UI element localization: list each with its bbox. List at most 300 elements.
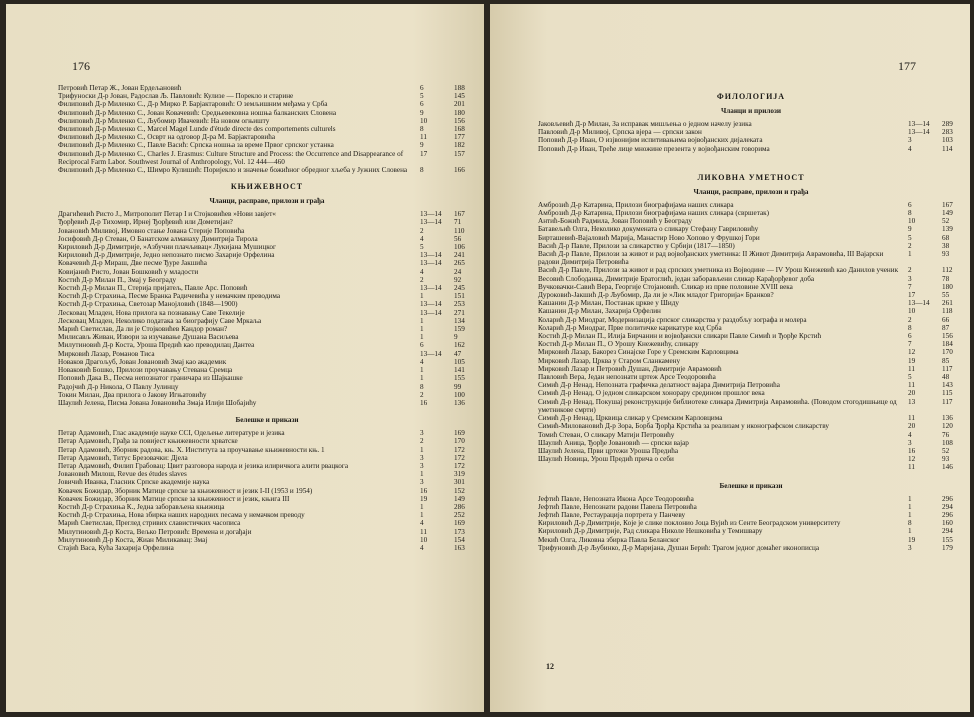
entry-text: Лесковац Младен, Неколико података за биографију Саве Мркаља	[58, 316, 262, 325]
page-ref: 170	[454, 437, 465, 446]
volume-number: 6	[908, 332, 912, 341]
page-ref: 184	[942, 340, 953, 349]
entry-text: Новаковић Бошко, Прилози проучавању Стевана Сремца	[58, 366, 233, 375]
entry-text: Костић Д-р Милан П., Илија Бирчанин и војвођански сликари Павле Симић и Ђорђе Крстић	[538, 332, 822, 341]
volume-number: 17	[908, 291, 916, 300]
volume-number: 11	[420, 133, 427, 142]
index-entry	[538, 332, 964, 340]
entry-text: Костић Д-р Страхиња К., Једна заборављена књижица	[58, 502, 225, 511]
entry-text: Павловић Д-р Миливој, Српска вјера — српски закон	[538, 128, 702, 137]
index-entry	[58, 100, 476, 108]
entry-text: Филиповић Д-р Миленко С., Павле Васић: Српска ношња за време Првог српског устанка	[58, 141, 334, 150]
index-entry	[538, 544, 964, 552]
page-ref: 93	[942, 455, 950, 464]
index-entry	[58, 150, 476, 166]
entry-text: Јефтић Павле, Рестаурација портрета у Панчеву	[538, 510, 686, 519]
index-entry	[58, 462, 476, 470]
entry-text: Ковачек Божидар, Зборник Матице српске за књижевност и језик I-II (1953 и 1954)	[58, 486, 313, 495]
entry-text: Костић Д-р Страхиња, Нова збирка наших народних песама у немачком преводу	[58, 511, 305, 520]
page-ref: 182	[454, 141, 465, 150]
entry-text: Мирковић Лазар, Романов Тиса	[58, 349, 155, 358]
entry-text: Васић Д-р Павле, Прилози за живот и рад војвођанских уметника: II Живот Димитрија Аврамовића, III Вајарски радови Димитрија Петровића	[538, 250, 884, 267]
page-ref: 156	[454, 116, 465, 125]
index-entry	[538, 340, 964, 348]
entry-text: Стајић Васа, Кућа Захарија Орфелина	[58, 543, 174, 552]
volume-number: 13—14	[420, 308, 442, 317]
subsection-title: Чланци, расправе, прилози и грађа	[209, 197, 325, 206]
volume-number: 11	[908, 463, 915, 472]
page-ref: 283	[942, 128, 953, 137]
subsection-title: Чланци, расправе, прилози и грађа	[693, 187, 809, 196]
volume-number: 1	[908, 502, 912, 511]
page-ref: 118	[942, 307, 953, 316]
page-ref: 271	[454, 308, 465, 317]
entry-text: Петар Адамовић, Зборник радова, књ. X. Института за проучавање књижевности књ. 1	[58, 445, 325, 454]
index-entry	[58, 276, 476, 284]
index-entry	[538, 373, 964, 381]
entry-text: Амброзић Д-р Катарина, Прилози биографијама наших сликара (свршетак)	[538, 209, 770, 218]
section-title: ФИЛОЛОГИЈА	[716, 92, 786, 101]
page-ref: 68	[942, 233, 950, 242]
entry-text: Поповић Д-р Иван, Треће лице множине презента у војвођанским говорима	[538, 144, 770, 153]
volume-number: 19	[420, 494, 428, 503]
volume-number: 9	[420, 141, 424, 150]
volume-number: 13—14	[908, 128, 930, 137]
entry-text: Симић Д-р Ненад, Непозната графичка делатност вајара Димитрија Петровића	[538, 381, 780, 390]
entry-text: Бирташевић-Вајаловић Марија, Манастир Ново Хопово у Фрушкој Гори	[538, 233, 760, 242]
index-entry	[58, 528, 476, 536]
subsection-title: Белешке и прикази	[719, 481, 783, 490]
index-entry	[538, 250, 964, 266]
index-entry	[538, 455, 964, 463]
page-ref: 167	[942, 200, 953, 209]
entry-text: Јовановић Милош, Revue des études slaves	[58, 470, 187, 479]
page-ref: 149	[942, 209, 953, 218]
volume-number: 10	[908, 307, 916, 316]
index-entry	[58, 109, 476, 117]
entry-text: Дуроковић-Јакшић Д-р Љубомир, Да ли је »Лик младог Григорија« Бранков?	[538, 291, 774, 300]
entry-text: Амброзић Д-р Катарина, Прилози биографијама наших сликара	[538, 200, 734, 209]
index-entry	[58, 446, 476, 454]
volume-number: 2	[908, 241, 912, 250]
entry-text: Драгићевић Ристо Ј., Митрополит Петар I и Стојковићев »Нови завјет«	[58, 210, 276, 219]
index-entry	[58, 487, 476, 495]
volume-number: 13—14	[420, 259, 442, 268]
page-ref: 145	[454, 92, 465, 101]
volume-number: 6	[420, 84, 424, 92]
index-entry	[58, 317, 476, 325]
volume-number: 3	[908, 438, 912, 447]
index-entry	[58, 358, 476, 366]
entry-text: Филиповић Д-р Миленко С., Шимро Кулишић: Поријекло и значење божићног обредног хљеба у Јужних Словена	[58, 166, 408, 175]
volume-number: 19	[908, 356, 916, 365]
index-entry	[538, 503, 964, 511]
volume-number: 1	[420, 470, 424, 479]
volume-number: 1	[420, 316, 424, 325]
index-entry	[538, 217, 964, 225]
volume-number: 20	[908, 422, 916, 431]
volume-number: 4	[908, 144, 912, 153]
entry-text: Јовичић Иванка, Гласник Српске академије наука	[58, 478, 210, 487]
volume-number: 6	[908, 200, 912, 209]
index-entry	[58, 309, 476, 317]
entry-text: Ђорђевић Д-р Тихомир, Ирнеј Ђорђевић или Дометијан?	[58, 218, 233, 227]
page-ref: 170	[942, 348, 953, 357]
volume-number: 13—14	[420, 218, 442, 227]
right-page	[490, 4, 970, 712]
volume-number: 12	[908, 348, 916, 357]
page-ref: 180	[454, 108, 465, 117]
index-entry	[58, 399, 476, 407]
page-ref: 289	[942, 120, 953, 128]
entry-text: Антић-Божић Радмила, Јован Поповић у Београду	[538, 217, 693, 226]
entry-text: Петар Адамовић, Титус Брезовачки: Дјела	[58, 453, 188, 462]
volume-number: 4	[908, 430, 912, 439]
page-ref: 76	[942, 430, 950, 439]
page-ref: 169	[454, 429, 465, 438]
page-ref: 110	[454, 226, 465, 235]
volume-number: 20	[908, 389, 916, 398]
page-ref: 188	[454, 84, 465, 92]
index-entry	[538, 145, 964, 153]
page-ref: 93	[942, 250, 950, 259]
volume-number: 1	[420, 445, 424, 454]
volume-number: 13—14	[420, 251, 442, 260]
page-ref: 115	[942, 389, 953, 398]
page-ref: 55	[942, 291, 950, 300]
index-entry	[58, 133, 476, 141]
page-ref: 92	[454, 275, 462, 284]
volume-number: 13	[908, 397, 916, 406]
index-entry	[538, 414, 964, 422]
index-entry	[538, 299, 964, 307]
volume-number: 9	[420, 108, 424, 117]
entry-text: Мекић Олга, Ликовна збирка Павла Беланског	[538, 535, 680, 544]
index-entry	[538, 422, 964, 430]
entry-text: Костић Д-р Страхиња, Песме Бранка Радичевића у немачким преводима	[58, 292, 281, 301]
page-ref: 71	[454, 218, 462, 227]
page-ref: 114	[942, 144, 953, 153]
volume-number: 4	[420, 267, 424, 276]
index-entry	[538, 398, 964, 414]
index-entry	[58, 218, 476, 226]
section-title: КЊИЖЕВНОСТ	[230, 182, 304, 192]
index-entry	[58, 478, 476, 486]
entry-text: Милисављ Живан, Извори за изучавање Душана Васиљева	[58, 333, 239, 342]
index-entry	[538, 447, 964, 455]
page-ref: 78	[942, 274, 950, 283]
entry-text: Коларић Д-р Миодраг, Прве политичке карикатуре код Срба	[538, 323, 722, 332]
entry-text: Марић Светислав, Преглед стривих славистичких часописа	[58, 519, 241, 528]
entry-text: Филиповић Д-р Миленко С., Marcel Magel Lunde d'étude directe des comportements culturels	[58, 125, 336, 134]
page-ref: 252	[454, 511, 465, 520]
entries-mid	[58, 210, 476, 407]
index-entry	[538, 242, 964, 250]
entry-text: Радојчић Д-р Никола, О Павлу Јулинцу	[58, 382, 179, 391]
volume-number: 2	[908, 266, 912, 275]
page-ref: 241	[454, 251, 465, 260]
volume-number: 5	[908, 233, 912, 242]
volume-number: 1	[420, 366, 424, 375]
entry-text: Јефтић Павле, Непозната Икона Арсе Теодоровића	[538, 494, 694, 503]
index-entry	[538, 439, 964, 447]
index-entry	[538, 431, 964, 439]
entry-text	[538, 463, 908, 471]
volume-number: 13—14	[908, 120, 930, 128]
index-entry	[538, 136, 964, 144]
index-entry	[58, 243, 476, 251]
index-entry	[58, 84, 476, 92]
entry-text: Павловић Вера, Један непознати цртеж Арсе Теодоровића	[538, 373, 716, 382]
volume-number: 1	[420, 325, 424, 334]
page-ref: 146	[942, 463, 953, 472]
entry-text: Симић Д-р Ненад, Црквица сликар у Сремским Карловцима	[538, 414, 723, 423]
page-ref: 155	[942, 535, 953, 544]
page-number: 177	[898, 59, 916, 73]
page-ref: 134	[454, 316, 465, 325]
index-entry	[538, 389, 964, 397]
entry-text: Петар Адамовић, Грађа за повијест књижевности хрватске	[58, 437, 238, 446]
page-ref: 294	[942, 527, 953, 536]
entry-text: Мирковић Лазар, Црква у Старом Сланкамену	[538, 356, 681, 365]
volume-number: 11	[908, 414, 915, 423]
page-ref: 177	[454, 133, 465, 142]
page-ref: 167	[454, 210, 465, 219]
page-ref: 9	[454, 333, 458, 342]
page-ref: 52	[942, 217, 950, 226]
page-ref: 38	[942, 241, 950, 250]
page-ref: 85	[942, 356, 950, 365]
index-entry	[58, 141, 476, 149]
index-entry	[538, 324, 964, 332]
index-entry	[538, 201, 964, 209]
page-ref: 166	[454, 166, 465, 175]
index-entry	[58, 495, 476, 503]
index-entry	[58, 366, 476, 374]
page-ref: 152	[454, 486, 465, 495]
volume-number: 3	[420, 453, 424, 462]
page-ref: 156	[942, 332, 953, 341]
index-entry	[58, 300, 476, 308]
entry-text: Ковачевић Д-р Мираш, Две песме Ђуре Јакшића	[58, 259, 207, 268]
entry-text: Кириловић Д-р Димитрије, Које је слике поклонио Јоца Вујић из Сенте Београдском университету	[538, 519, 841, 528]
page-ref: 180	[942, 282, 953, 291]
index-entry	[538, 209, 964, 217]
entry-text: Томић Стеван, О сликару Матији Петровићу	[538, 430, 675, 439]
index-entry	[538, 234, 964, 242]
entries-art	[538, 201, 964, 472]
index-entry	[538, 519, 964, 527]
page-ref: 100	[454, 390, 465, 399]
volume-number: 7	[908, 282, 912, 291]
entry-text: Костић Д-р Милан П., О Урошу Кнежевићу, сликару	[538, 340, 699, 349]
page-ref: 136	[942, 414, 953, 423]
entry-text: Милутиновић Д-р Коста, Уроша Предић као преводилац Дантеа	[58, 341, 255, 350]
page-ref: 47	[454, 349, 462, 358]
index-entry	[58, 325, 476, 333]
page-ref: 179	[942, 543, 953, 552]
volume-number: 5	[908, 373, 912, 382]
entry-text: Костић Д-р Страхиња, Светозар Манојловић (1848—1900)	[58, 300, 238, 309]
page-ref: 66	[942, 315, 950, 324]
volume-number: 13—14	[420, 284, 442, 293]
entry-text: Филиповић Д-р Миленко С., Д-р Мирко Р. Барјактаровић: О земљишним међама у Срба	[58, 100, 328, 109]
index-entry	[538, 381, 964, 389]
entry-text: Милутиновић Д-р Коста, Вељко Петровић: Времена и догађаји	[58, 527, 252, 536]
volume-number: 13—14	[420, 210, 442, 219]
volume-number: 4	[420, 519, 424, 528]
index-entry	[58, 544, 476, 552]
volume-number: 1	[420, 292, 424, 301]
entry-text: Марић Светислав, Да ли је Стојковићев Кандор роман?	[58, 325, 228, 334]
index-entry	[58, 429, 476, 437]
volume-number: 5	[420, 92, 424, 101]
index-entry	[538, 348, 964, 356]
page-ref: 168	[454, 125, 465, 134]
entries-top	[58, 84, 476, 174]
page-ref: 143	[942, 381, 953, 390]
entry-text: Трифуноски Д-р Јован, Радослав Љ. Павловић: Кулизе — Порекло и старине	[58, 92, 294, 101]
entry-text: Ковијанић Ристо, Јован Бошковић у младости	[58, 267, 199, 276]
volume-number: 6	[420, 100, 424, 109]
page-ref: 149	[454, 494, 465, 503]
page-ref: 106	[454, 243, 465, 252]
volume-number: 6	[420, 341, 424, 350]
volume-number: 1	[908, 527, 912, 536]
entry-text: Костић Д-р Милан П., Стерија пријатељ, Павле Арс. Поповић	[58, 284, 248, 293]
entry-text: Шаулић Аница, Ђорђе Јовановић — српски вајар	[538, 438, 689, 447]
subsection-title: Белешке и прикази	[235, 416, 299, 425]
index-entry	[58, 454, 476, 462]
entry-text: Кириловић Д-р Димитрије, Рад сликара Николе Нешковића у Темишвару	[538, 527, 763, 536]
index-entry	[538, 128, 964, 136]
entry-text: Кириловић Д-р Димитрије, »Азбучни плачљивац« Лукијана Мушицког	[58, 243, 276, 252]
page-ref: 301	[454, 478, 465, 487]
entry-text: Јефтић Павле, Непознати радови Павела Петровића	[538, 502, 697, 511]
page-ref: 155	[454, 374, 465, 383]
page-ref: 157	[454, 149, 465, 158]
entry-text: Коларић Д-р Миодраг, Модернизација српског сликарства у раздобљу зографа и молера	[538, 315, 807, 324]
volume-number: 11	[908, 381, 915, 390]
index-entry	[58, 470, 476, 478]
page-ref: 201	[454, 100, 465, 109]
index-entry	[58, 350, 476, 358]
subsection-title: Чланци и прилози	[721, 107, 781, 115]
volume-number: 3	[420, 461, 424, 470]
index-entry	[58, 210, 476, 218]
volume-number: 11	[908, 364, 915, 373]
index-column	[58, 84, 476, 552]
page-ref: 87	[942, 323, 950, 332]
entry-text: Новаков Драгољуб, Јован Јовановић Змај као академик	[58, 357, 227, 366]
volume-number: 16	[908, 446, 916, 455]
volume-number: 4	[420, 543, 424, 552]
index-entry	[58, 117, 476, 125]
index-entry	[58, 333, 476, 341]
volume-number: 12	[908, 455, 916, 464]
index-entry	[58, 284, 476, 292]
page-ref: 48	[942, 373, 950, 382]
volume-number: 5	[420, 243, 424, 252]
volume-number: 3	[908, 543, 912, 552]
volume-number: 2	[420, 275, 424, 284]
volume-number: 8	[908, 519, 912, 528]
page-ref: 117	[942, 397, 953, 406]
entry-text: Симић Д-р Ненад, Покушај реконструкције библиотеке сликара Димитрија Аврамовића. (Поводом стогодишњице од уметникове смрти)	[538, 397, 897, 414]
volume-number: 8	[420, 125, 424, 134]
page-ref: 172	[454, 461, 465, 470]
entry-text: Шаулић Јелена, Први цртежи Уроша Предића	[538, 446, 679, 455]
volume-number: 19	[908, 535, 916, 544]
entry-text: Кириловић Д-р Димитрије, Једно непознато писмо Захарије Орфелина	[58, 251, 275, 260]
volume-number: 1	[908, 250, 912, 259]
index-entry	[538, 283, 964, 291]
index-entry	[538, 463, 964, 471]
index-entry	[58, 235, 476, 243]
entry-text: Филиповић Д-р Миленко С., Charles J. Erasmus: Culture Structure and Process: the Occurrence and Disappearance of Reciprocal Farm Labor. Southwest Journal of Anthropology, Vol. 12 444—460	[58, 149, 404, 166]
volume-number: 4	[420, 234, 424, 243]
volume-number: 16	[420, 398, 428, 407]
volume-number: 7	[908, 340, 912, 349]
index-entry	[538, 266, 964, 274]
page-number: 176	[72, 59, 90, 73]
page-ref: 120	[942, 422, 953, 431]
volume-number: 1	[420, 333, 424, 342]
volume-number: 10	[908, 217, 916, 226]
entry-text: Филиповић Д-р Миленко С., Јован Ковачевић: Средњевековна ношња балканских Словена	[58, 108, 337, 117]
page-ref: 172	[454, 453, 465, 462]
volume-number: 9	[908, 225, 912, 234]
index-entry	[538, 365, 964, 373]
page-ref: 56	[454, 234, 462, 243]
entry-text: Мирковић Лазар и Петровић Душан, Димитрије Аврамовић	[538, 364, 722, 373]
entry-text: Токин Милан, Два прилога о Јакову Игњатовићу	[58, 390, 207, 399]
volume-number: 2	[908, 315, 912, 324]
page-ref: 261	[942, 299, 953, 308]
volume-number: 2	[420, 437, 424, 446]
entries-philology	[538, 120, 964, 153]
section-title: ЛИКОВНА УМЕТНОСТ	[697, 172, 805, 182]
entry-text: Шаулић Новица, Урош Предић прича о себи	[538, 455, 674, 464]
page-ref: 108	[942, 438, 953, 447]
volume-number: 1	[420, 374, 424, 383]
page-ref: 151	[454, 292, 465, 301]
entry-text: Трифуновић Д-р Љубинко, Д-р Маријана, Душан Берић: Трагом једног домаћег иконописца	[538, 543, 820, 552]
entries-bottom	[58, 429, 476, 552]
volume-number: 3	[420, 429, 424, 438]
page-ref: 163	[454, 543, 465, 552]
index-entry	[58, 251, 476, 259]
volume-number: 10	[420, 535, 428, 544]
volume-number: 13—14	[420, 349, 442, 358]
page-ref: 319	[454, 470, 465, 479]
entry-text: Петар Адамовић, Филип Грабовац: Цвит разговора народа и језика илиричкога алити рвацкога	[58, 461, 349, 470]
entry-text: Лесковац Младен, Нова прилога ка познавању Саве Текелије	[58, 308, 245, 317]
index-entry	[538, 275, 964, 283]
page-ref: 173	[454, 527, 465, 536]
index-entry	[58, 391, 476, 399]
signature-mark: 12	[546, 662, 554, 671]
index-entry	[58, 503, 476, 511]
entry-text: Јовановић Миливој, Имовно стање Јована Стерије Поповића	[58, 226, 245, 235]
index-entry	[58, 383, 476, 391]
page-ref: 99	[454, 382, 462, 391]
index-entry	[538, 357, 964, 365]
page-ref: 154	[454, 535, 465, 544]
entry-text: Кашанин Д-р Милан, Постанак цркве у Шиду	[538, 299, 679, 308]
index-entry	[58, 259, 476, 267]
index-entry	[58, 292, 476, 300]
